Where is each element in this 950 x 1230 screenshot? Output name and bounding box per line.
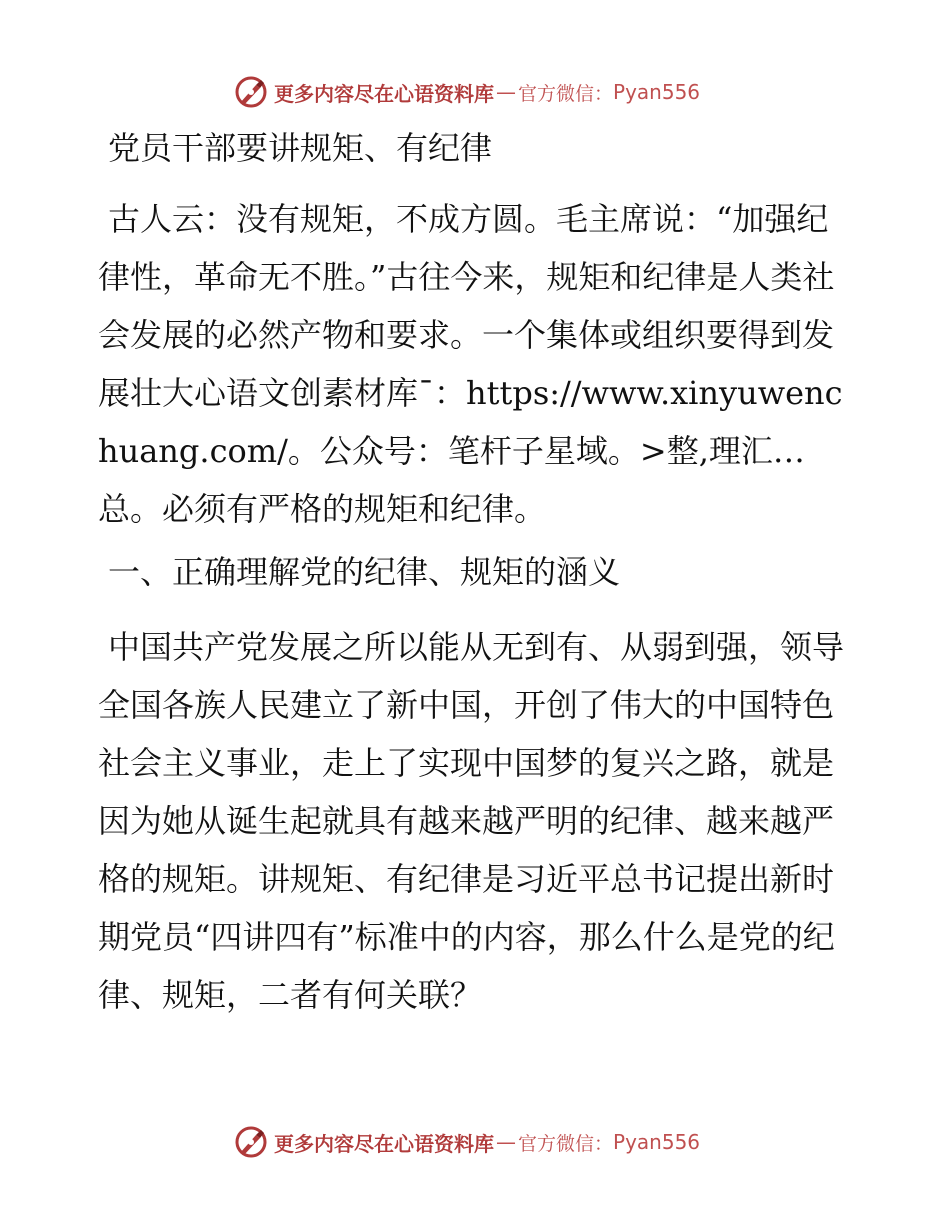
header-promo-text: 更多内容尽在心语资料库 <box>274 81 494 106</box>
paragraph-section-one: 中国共产党发展之所以能从无到有、从弱到强，领导全国各族人民建立了新中国，开创了伟大的中国特色社会主义事业，走上了实现中国梦的复兴之路，就是因为她从诞生起就具有越来越严明的纪律、越来越严格的规矩。讲规矩、有纪律是习近平总书记提出新时期党员“四讲四有”标准中的内容，那么什么是党的纪律、规矩，二者有何关联？ <box>98 628 845 1014</box>
header-wechat-id: Pyan556 <box>613 80 701 104</box>
footer-wechat-id: Pyan556 <box>613 1130 701 1154</box>
footer-banner <box>234 1122 754 1162</box>
document-title: 党员干部要讲规矩、有纪律 <box>108 129 493 167</box>
document-body <box>98 126 858 1036</box>
header-wechat-label: 官方微信： <box>518 82 614 105</box>
footer-separator: — <box>496 1130 516 1154</box>
footer-wechat-label: 官方微信： <box>518 1132 614 1155</box>
footer-promo-text: 更多内容尽在心语资料库 <box>274 1131 494 1156</box>
red-circle-pen-logo-icon <box>234 1125 268 1159</box>
header-banner <box>234 72 754 112</box>
header-separator: — <box>496 80 516 104</box>
red-circle-pen-logo-icon <box>234 75 268 109</box>
paragraph-intro: 古人云：没有规矩，不成方圆。毛主席说：“加强纪律性，革命无不胜。”古往今来，规矩和纪律是人类社会发展的必然产物和要求。一个集体或组织要得到发展壮大心语文创素材库¯：https://www.xinyuwenchuang.com/。公众号：笔杆子星域。>整,理汇…总。必须有严格的规矩和纪律。 <box>98 200 843 528</box>
section-heading: 一、正确理解党的纪律、规矩的涵义 <box>108 553 621 591</box>
